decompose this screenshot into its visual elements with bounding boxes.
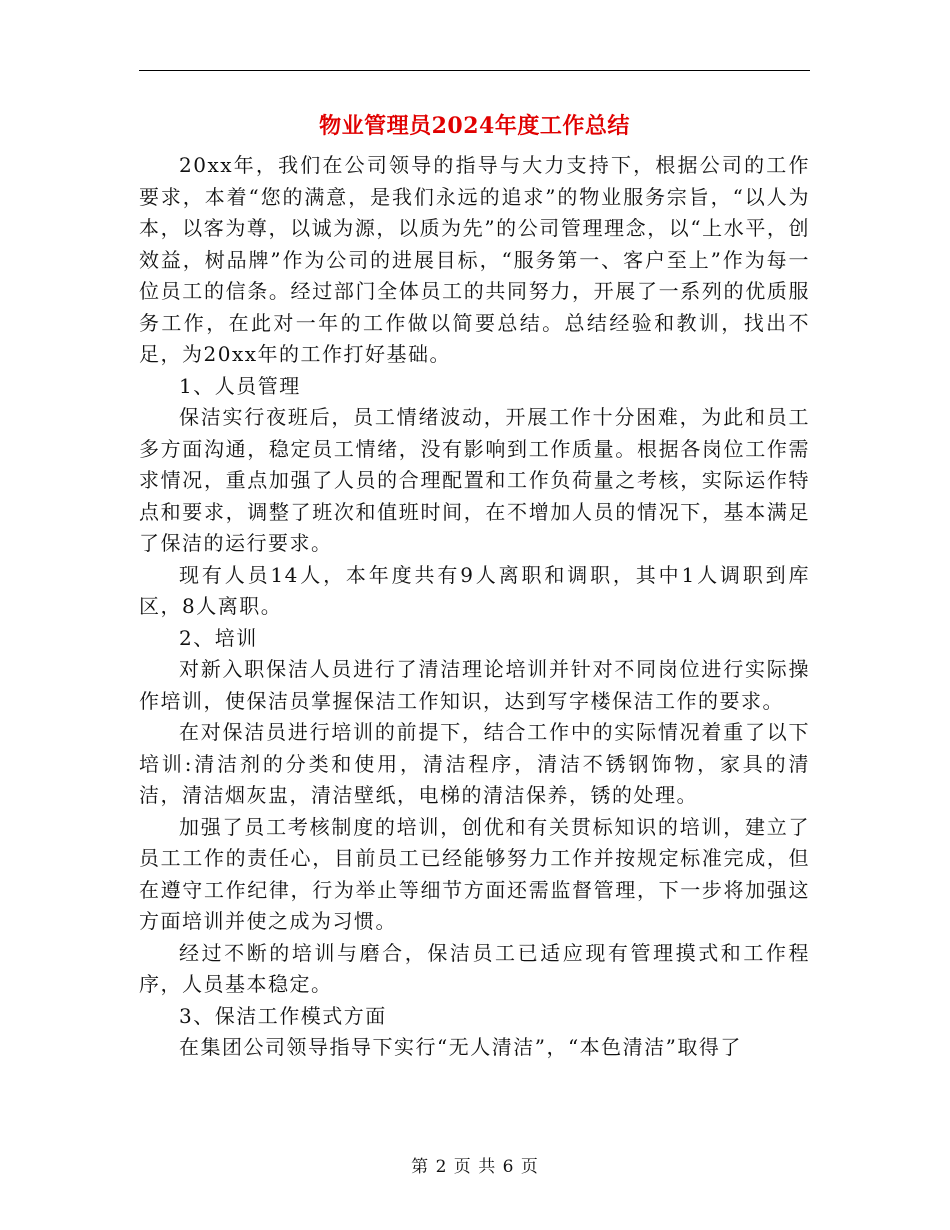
header-rule [139,70,810,71]
paragraph-training-2: 在对保洁员进行培训的前提下，结合工作中的实际情况着重了以下培训:清洁剂的分类和使用，清洁程序，清洁不锈钢饰物，家具的清洁，清洁烟灰盅，清洁壁纸，电梯的清洁保养，锈的处理。 [139,720,810,807]
paragraph-training-1: 对新入职保洁人员进行了清洁理论培训并针对不同岗位进行实际操作培训，使保洁员掌握保洁工作知识，达到写字楼保洁工作的要求。 [139,657,810,713]
page-number: 第 2 页 共 6 页 [411,1157,539,1177]
paragraph-staff: 保洁实行夜班后，员工情绪波动，开展工作十分困难，为此和员工多方面沟通，稳定员工情绪，没有影响到工作质量。根据各岗位工作需求情况，重点加强了人员的合理配置和工作负荷量之考核，实际运作特点和要求，调整了班次和值班时间，在不增加人员的情况下，基本满足了保洁的运行要求。 [139,405,810,555]
document-body [139,150,810,1064]
page-footer [0,1152,950,1177]
document-title: 物业管理员2024年度工作总结 [319,113,630,139]
paragraph-training-4: 经过不断的培训与磨合，保洁员工已适应现有管理摸式和工作程序，人员基本稳定。 [139,940,810,996]
paragraph-mode: 在集团公司领导指导下实行“无人清洁”，“本色清洁”取得了 [179,1035,742,1059]
section-heading-mode: 3、保洁工作模式方面 [179,1003,387,1028]
paragraph-training-3: 加强了员工考核制度的培训，创优和有关贯标知识的培训，建立了员工工作的责任心，目前员工已经能够努力工作并按规定标准完成，但在遵守工作纪律，行为举止等细节方面还需监督管理，下一步将加强这方面培训并使之成为习惯。 [139,814,810,933]
paragraph-intro: 20xx年，我们在公司领导的指导与大力支持下，根据公司的工作要求，本着“您的满意，是我们永远的追求”的物业服务宗旨，“以人为本，以客为尊，以诚为源，以质为先”的公司管理理念，以“上水平，创效益，树品牌”作为公司的进展目标，“服务第一、客户至上”作为每一位员工的信条。经过部门全体员工的共同努力，开展了一系列的优质服务工作，在此对一年的工作做以简要总结。总结经验和教训，找出不足，为20xx年的工作打好基础。 [139,153,810,366]
paragraph-staff-count: 现有人员14人，本年度共有9人离职和调职，其中1人调职到库区，8人离职。 [139,562,810,618]
section-heading-training: 2、培训 [179,625,258,650]
section-heading-staff: 1、人员管理 [179,373,301,398]
